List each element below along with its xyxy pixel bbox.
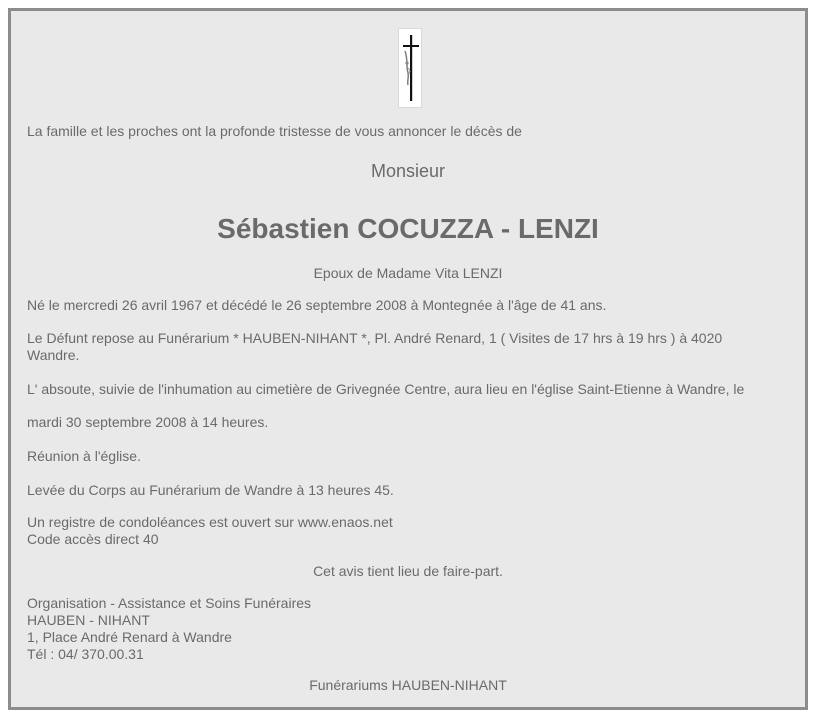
organisation-line2: HAUBEN - NIHANT bbox=[27, 612, 150, 628]
absoute-text-line1: L' absoute, suivie de l'inhumation au cimetière de Grivegnée Centre, aura lieu en l'église Saint-Etienne à Wandre, le bbox=[27, 381, 745, 397]
obituary-card bbox=[8, 8, 808, 710]
organisation-phone: Tél : 04/ 370.00.31 bbox=[27, 646, 144, 662]
reunion-text: Réunion à l'église. bbox=[27, 448, 141, 464]
absoute-text-line2: mardi 30 septembre 2008 à 14 heures. bbox=[27, 414, 269, 430]
cross-image bbox=[398, 28, 422, 108]
registry-text-line2: Code accès direct 40 bbox=[27, 531, 159, 547]
rest-text-line2: Wandre. bbox=[27, 347, 80, 363]
rest-text-line1: Le Défunt repose au Funérarium * HAUBEN-NIHANT *, Pl. André Renard, 1 ( Visites de 17 hrs à 19 hrs ) à 4020 bbox=[27, 330, 723, 346]
footer-text: Funérariums HAUBEN-NIHANT bbox=[309, 677, 507, 693]
organisation-line3: 1, Place André Renard à Wandre bbox=[27, 629, 232, 645]
registry-text-line1: Un registre de condoléances est ouvert sur www.enaos.net bbox=[27, 514, 393, 530]
cross-icon bbox=[399, 29, 421, 107]
spouse-text: Epoux de Madame Vita LENZI bbox=[313, 265, 503, 281]
faire-part-text: Cet avis tient lieu de faire-part. bbox=[313, 563, 503, 579]
deceased-name: Sébastien COCUZZA - LENZI bbox=[217, 213, 599, 244]
organisation-line1: Organisation - Assistance et Soins Funéraires bbox=[27, 595, 312, 611]
intro-text: La famille et les proches ont la profonde tristesse de vous annoncer le décès de bbox=[27, 123, 522, 139]
civility: Monsieur bbox=[370, 161, 446, 181]
birth-death-text: Né le mercredi 26 avril 1967 et décédé le 26 septembre 2008 à Montegnée à l'âge de 41 ans. bbox=[27, 297, 607, 313]
levee-text: Levée du Corps au Funérarium de Wandre à 13 heures 45. bbox=[27, 482, 394, 498]
